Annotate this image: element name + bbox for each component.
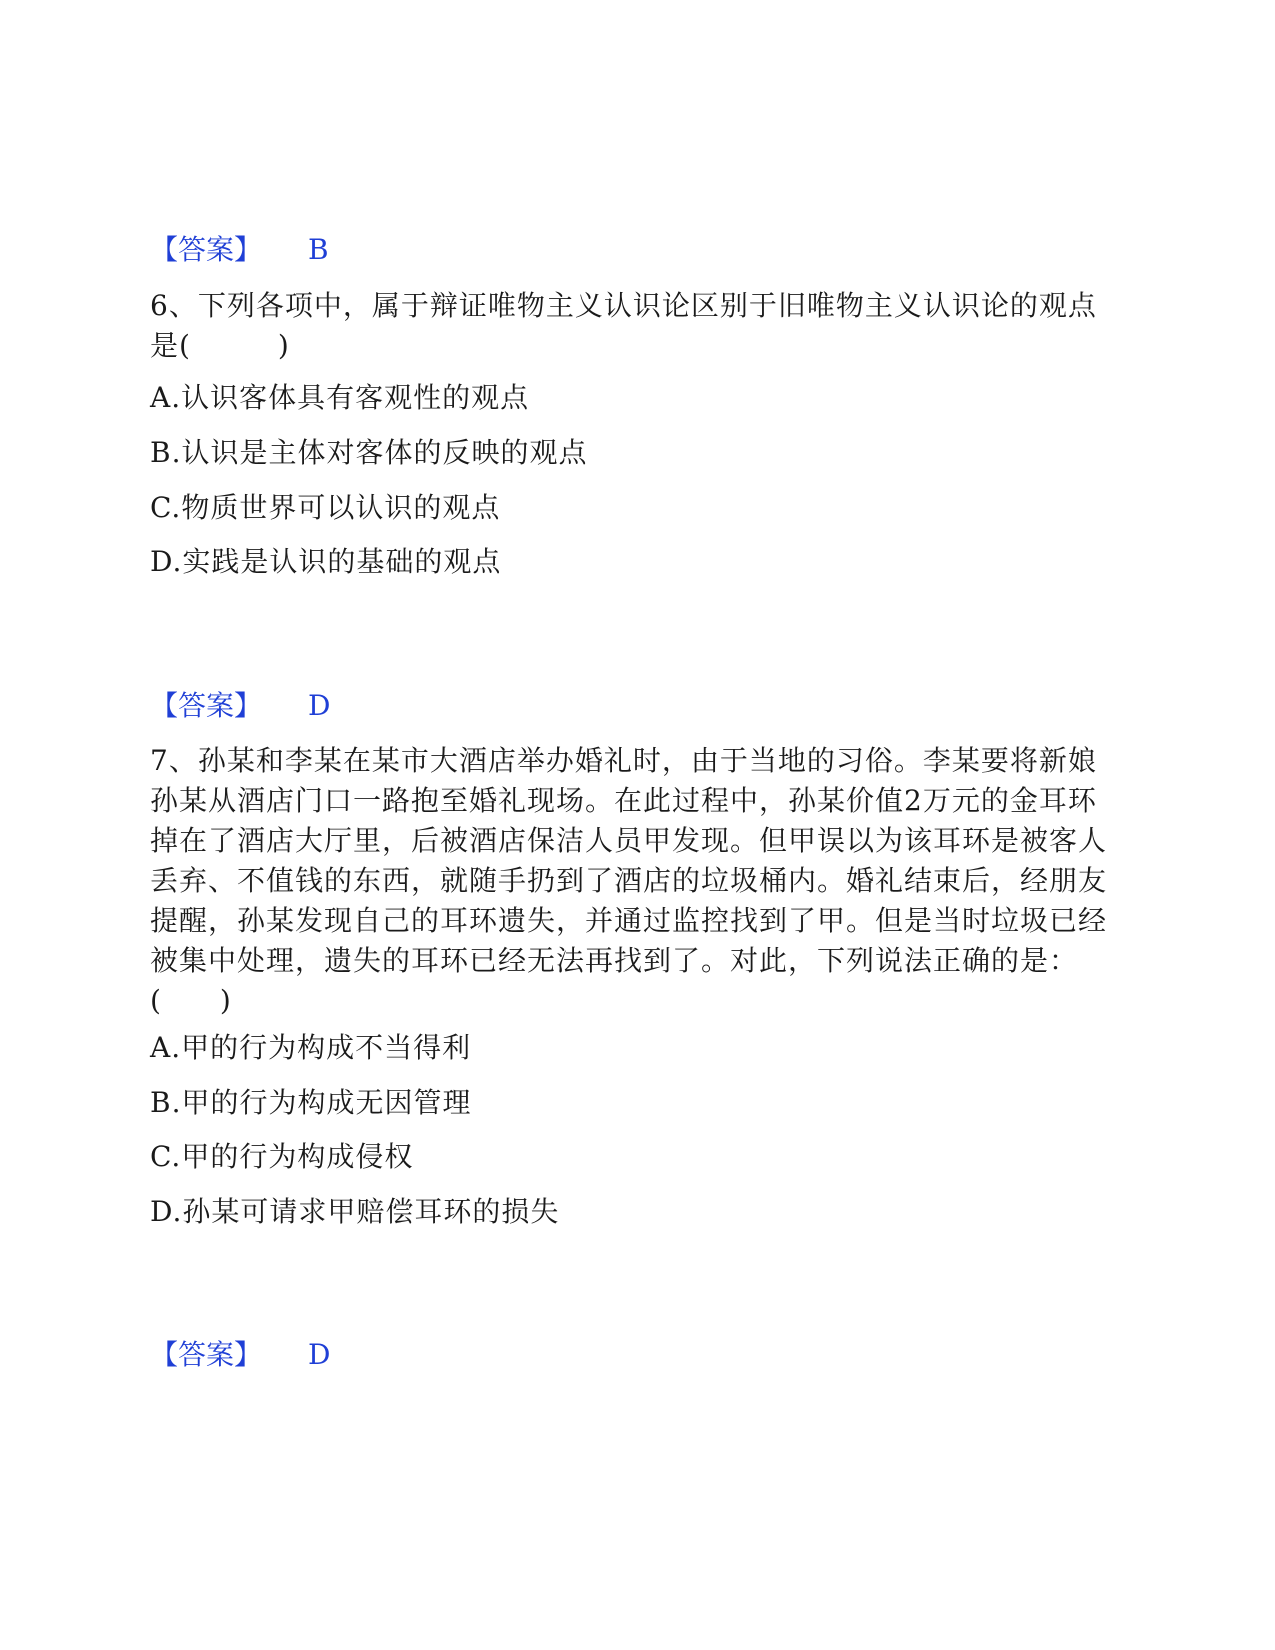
q6-option-b: B.认识是主体对客体的反映的观点 xyxy=(150,436,588,469)
q6-option-a: A.认识客体具有客观性的观点 xyxy=(150,381,530,414)
answer-line-q5 xyxy=(150,234,329,266)
answer-tag: 【答案】 xyxy=(150,233,263,266)
answer-line-q7 xyxy=(150,1339,330,1371)
answer-value: D xyxy=(308,1338,331,1371)
answer-line-q6 xyxy=(150,690,330,722)
answer-tag: 【答案】 xyxy=(150,689,263,722)
q6-option-c: C.物质世界可以认识的观点 xyxy=(150,491,501,524)
q7-option-c: C.甲的行为构成侵权 xyxy=(150,1140,414,1173)
question-7-text: 7、孙某和李某在某市大酒店举办婚礼时，由于当地的习俗。李某要将新娘孙某从酒店门口一路抱至婚礼现场。在此过程中，孙某价值2万元的金耳环掉在了酒店大厅里，后被酒店保洁人员甲发现。但甲误以为该耳环是被客人丢弃、不值钱的东西，就随手扔到了酒店的垃圾桶内。婚礼结束后，经朋友提醒，孙某发现自己的耳环遗失，并通过监控找到了甲。但是当时垃圾已经被集中处理，遗失的耳环已经无法再找到了。对此，下列说法正确的是：( ) xyxy=(150,744,1108,1017)
q7-option-b: B.甲的行为构成无因管理 xyxy=(150,1086,472,1119)
q7-option-a: A.甲的行为构成不当得利 xyxy=(150,1031,472,1064)
answer-tag: 【答案】 xyxy=(150,1338,263,1371)
answer-value: B xyxy=(308,233,329,266)
q7-option-d: D.孙某可请求甲赔偿耳环的损失 xyxy=(150,1195,560,1228)
question-6-text: 6、下列各项中，属于辩证唯物主义认识论区别于旧唯物主义认识论的观点是( ) xyxy=(150,289,1097,362)
q6-option-d: D.实践是认识的基础的观点 xyxy=(150,545,502,578)
answer-value: D xyxy=(308,689,331,722)
